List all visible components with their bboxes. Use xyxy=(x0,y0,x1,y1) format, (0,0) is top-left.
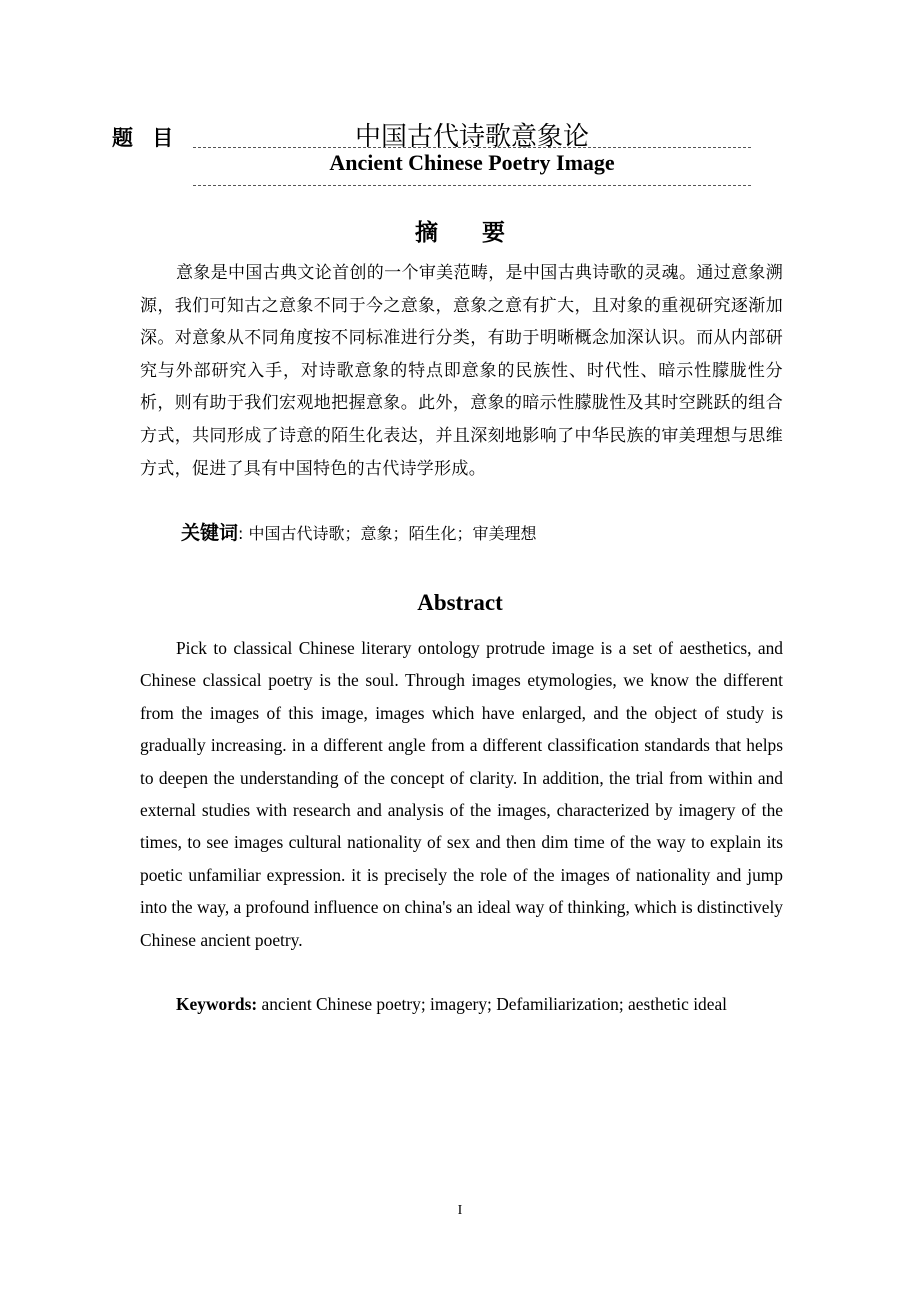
keywords-english xyxy=(176,994,727,1015)
title-chinese: 中国古代诗歌意象论 xyxy=(354,122,589,152)
abstract-heading-chinese: 摘 要 xyxy=(414,220,523,246)
title-underline-2 xyxy=(193,185,751,186)
page-number: I xyxy=(457,1203,463,1218)
keywords-values-chinese: 中国古代诗歌；意象；陌生化；审美理想 xyxy=(248,524,537,543)
keywords-label-english: Keywords: xyxy=(176,994,258,1014)
keywords-chinese xyxy=(181,518,537,545)
abstract-body-english: Pick to classical Chinese literary ontology protrude image is a set of aesthetics, and Chinese classical poetry is the soul. Through images etymologies, we know the different from the images of this image, images which have enlarged, and the object of study is gradually increasing. in a different angle from a different classification standards that helps to deepen the understanding of the concept of clarity. In addition, the trial from within and external studies with research and analysis of the images, characterized by imagery of the times, to see images cultural nationality of sex and then dim time of the way to explain its poetic unfamiliar expression. it is precisely the role of the images of nationality and jump into the way, a profound influence on china's an ideal way of thinking, which is distinctively Chinese ancient poetry. xyxy=(140,638,783,950)
keywords-separator-chinese: : xyxy=(238,524,249,543)
abstract-heading-english: Abstract xyxy=(417,590,503,615)
keywords-label-chinese: 关键词 xyxy=(181,522,239,544)
title-label: 题 目 xyxy=(112,126,180,150)
title-english: Ancient Chinese Poetry Image xyxy=(329,150,615,175)
keywords-values-english: ancient Chinese poetry; imagery; Defamiliarization; aesthetic ideal xyxy=(257,994,728,1014)
title-underline-1 xyxy=(193,147,751,148)
abstract-body-chinese: 意象是中国古典文论首创的一个审美范畴，是中国古典诗歌的灵魂。通过意象溯源，我们可知古之意象不同于今之意象，意象之意有扩大，且对象的重视研究逐渐加深。对意象从不同角度按不同标准进行分类，有助于明晰概念加深认识。而从内部研究与外部研究入手，对诗歌意象的特点即意象的民族性、时代性、暗示性朦胧性分析，则有助于我们宏观地把握意象。此外，意象的暗示性朦胧性及其时空跳跃的组合方式，共同形成了诗意的陌生化表达，并且深刻地影响了中华民族的审美理想与思维方式，促进了具有中国特色的古代诗学形成。 xyxy=(140,263,783,479)
